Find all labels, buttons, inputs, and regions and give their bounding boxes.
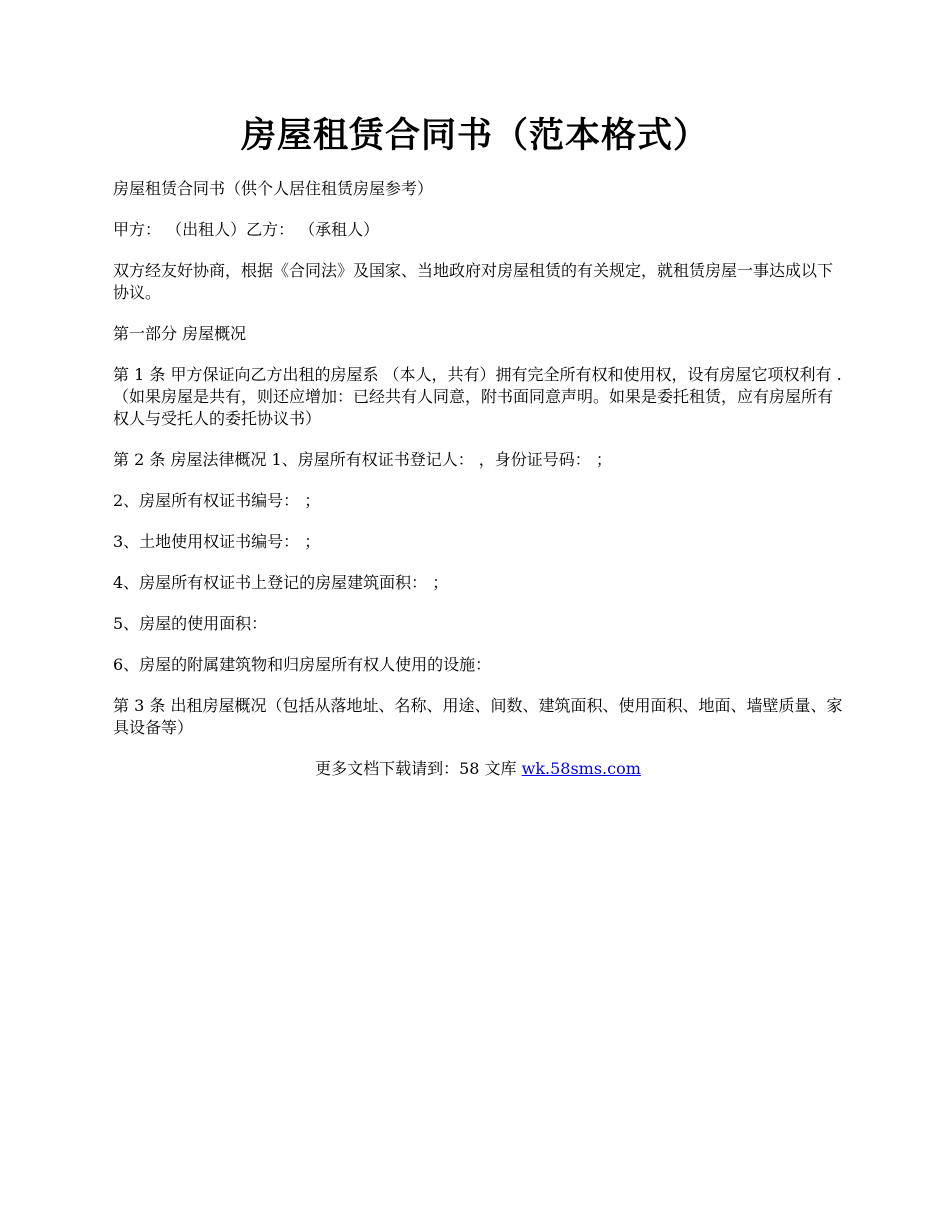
paragraph-parties: 甲方： （出租人）乙方： （承租人） <box>113 220 380 239</box>
footer-download-note <box>113 758 843 780</box>
paragraph-article-2: 第 2 条 房屋法律概况 1、房屋所有权证书登记人： ，身份证号码： ； <box>113 450 612 469</box>
footer-link[interactable]: wk.58sms.com <box>521 759 641 778</box>
document-body <box>113 178 843 780</box>
paragraph-item-4: 4、房屋所有权证书上登记的房屋建筑面积： ； <box>113 573 449 592</box>
footer-text: 更多文档下载请到：58 文库 <box>315 759 522 778</box>
paragraph-article-3: 第 3 条 出租房屋概况（包括从落地址、名称、用途、间数、建筑面积、使用面积、地面、墙壁质量、家具设备等） <box>113 696 843 737</box>
paragraph-intro: 双方经友好协商，根据《合同法》及国家、当地政府对房屋租赁的有关规定，就租赁房屋一事达成以下协议。 <box>113 261 834 302</box>
paragraph-subtitle: 房屋租赁合同书（供个人居住租赁房屋参考） <box>113 179 434 198</box>
paragraph-item-5: 5、房屋的使用面积： <box>113 614 268 633</box>
paragraph-item-2: 2、房屋所有权证书编号： ； <box>113 491 321 510</box>
document-title: 房屋租赁合同书（范本格式） <box>240 115 709 156</box>
paragraph-item-3: 3、土地使用权证书编号： ； <box>113 532 321 551</box>
paragraph-item-6: 6、房屋的附属建筑物和归房屋所有权人使用的设施： <box>113 655 492 674</box>
paragraph-article-1: 第 1 条 甲方保证向乙方出租的房屋系 （本人，共有）拥有完全所有权和使用权，设有房屋它项权利有 .（如果房屋是共有，则还应增加：已经共有人同意，附书面同意声明。如果是委托租赁，应有房屋所有权人与受托人的委托协议书） <box>113 365 842 428</box>
section-heading-part-one: 第一部分 房屋概况 <box>113 324 247 343</box>
